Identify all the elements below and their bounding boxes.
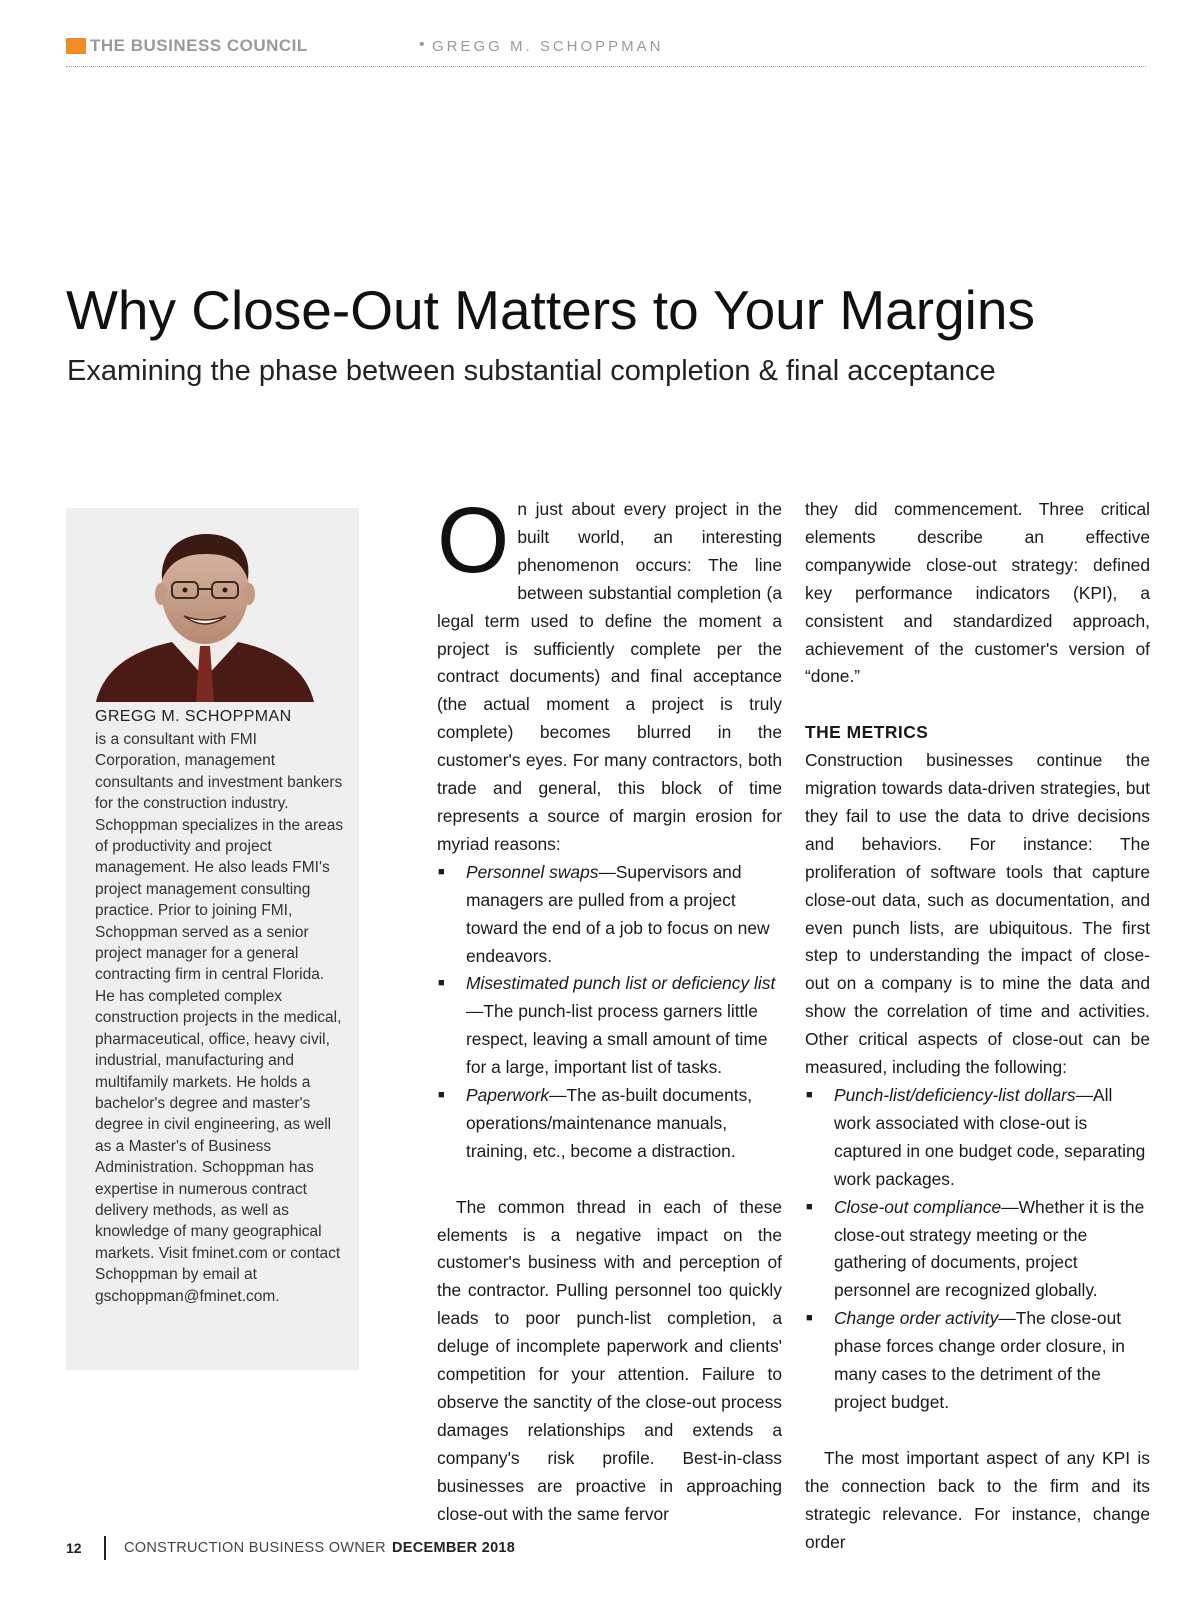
list-item bbox=[805, 1194, 1150, 1306]
footer-divider bbox=[104, 1536, 106, 1560]
issue-date: DECEMBER 2018 bbox=[392, 1540, 516, 1556]
list-item-term: Change order activity bbox=[834, 1308, 999, 1329]
bullet-icon: ■ bbox=[806, 1200, 813, 1213]
author-bio-box bbox=[66, 508, 359, 1370]
page-footer bbox=[66, 1536, 766, 1564]
list-item bbox=[805, 1305, 1150, 1417]
author-portrait bbox=[94, 528, 316, 702]
article-subtitle: Examining the phase between substantial completion & final acceptance bbox=[67, 355, 996, 387]
section-name: THE BUSINESS COUNCIL bbox=[90, 36, 308, 55]
bullet-icon: ■ bbox=[438, 1089, 445, 1102]
publication-name: CONSTRUCTION BUSINESS OWNER bbox=[124, 1540, 386, 1556]
article-column-1 bbox=[437, 488, 782, 1529]
bullet-icon: ■ bbox=[438, 865, 445, 878]
list-item-text: —The close-out phase forces change order closure, in many cases to the detriment of the project budget. bbox=[834, 1308, 1125, 1412]
bullet-icon: ■ bbox=[438, 977, 445, 990]
margin-erosion-list bbox=[437, 859, 782, 1166]
intro-text: n just about every project in the built world, an interesting phenomenon occurs: The line between substantial completion (a legal term used to define the moment a project is sufficiently complete per the contract documents) and final acceptance (the actual moment a project is truly complete) becomes blurred in the customer's eyes. For many contractors, both trade and general, this block of time represents a source of margin erosion for myriad reasons: bbox=[437, 499, 782, 854]
article-title: Why Close-Out Matters to Your Margins bbox=[66, 279, 1035, 341]
drop-cap: O bbox=[437, 488, 510, 592]
bullet-icon: ■ bbox=[806, 1089, 813, 1102]
list-item-term: Close-out compliance bbox=[834, 1196, 1002, 1217]
author-name: GREGG M. SCHOPPMAN bbox=[95, 708, 292, 725]
metrics-list bbox=[805, 1082, 1150, 1417]
list-item-text: —The punch-list process garners little respect, leaving a small amount of time for a large, important list of tasks. bbox=[466, 1001, 768, 1078]
list-item-text: —All work associated with close-out is captured in one budget code, separating work packages. bbox=[834, 1085, 1146, 1189]
list-item-text: —Supervisors and managers are pulled from a project toward the end of a job to focus on new endeavors. bbox=[466, 861, 770, 966]
author-bio-text: is a consultant with FMI Corporation, management consultants and investment bankers for the construction industry. Schoppman specializes in the areas of productivity and project management. He also leads FMI's project management consulting practice. Prior to joining FMI, Schoppman served as a senior project manager for a general contracting firm in central Florida. He has completed complex construction projects in the medical, pharmaceutical, office, heavy civil, industrial, manufacturing and multifamily markets. He holds a bachelor's degree and master's degree in civil engineering, as well as a Master's of Business Administration. Schoppman has expertise in numerous contract delivery methods, as well as knowledge of many geographical markets. Visit fminet.com or contact Schoppman by email at gschoppman@fminet.com. bbox=[95, 731, 344, 1305]
section-marker bbox=[66, 38, 86, 54]
intro-paragraph bbox=[437, 488, 782, 859]
list-item bbox=[437, 970, 782, 1082]
list-item bbox=[437, 1082, 782, 1166]
list-item-term: Punch-list/deficiency-list dollars bbox=[834, 1085, 1076, 1106]
list-item bbox=[805, 1082, 1150, 1194]
page-header bbox=[66, 36, 1146, 67]
section-heading: THE METRICS bbox=[805, 722, 929, 743]
article-column-2 bbox=[805, 496, 1150, 1556]
body-paragraph: Construction businesses continue the migration towards data-driven strategies, but they fail to use the data to drive decisions and behaviors. For instance: The proliferation of software tools that capture close-out data, such as documentation, and even punch lists, are ubiquitous. The first step to understanding the impact of close-out on a company is to mine the data and show the correlation of time and activities. Other critical aspects of close-out can be measured, including the following: bbox=[805, 750, 1150, 1078]
body-paragraph: The common thread in each of these elements is a negative impact on the customer's business with and perception of the contractor. Pulling personnel too quickly leads to poor punch-list completion, a deluge of incomplete paperwork and clients' competition for your attention. Failure to observe the sanctity of the close-out process damages relationships and extends a company's risk profile. Best-in-class businesses are proactive in approaching close-out with the same fervor bbox=[437, 1196, 782, 1524]
list-item bbox=[437, 859, 782, 971]
page-number: 12 bbox=[66, 1540, 82, 1556]
bullet-icon: ■ bbox=[806, 1312, 813, 1325]
header-separator: • bbox=[419, 36, 425, 53]
body-paragraph: The most important aspect of any KPI is the connection back to the firm and its strategic relevance. For instance, change order bbox=[805, 1447, 1150, 1552]
body-paragraph: they did commencement. Three critical elements describe an effective companywide close-out strategy: defined key performance indicators (KPI), a consistent and standardized approach, achievement of the customer's version of “done.” bbox=[805, 499, 1150, 687]
list-item-term: Misestimated punch list or deficiency list bbox=[466, 973, 776, 994]
header-author: GREGG M. SCHOPPMAN bbox=[432, 38, 664, 55]
list-item-term: Paperwork bbox=[466, 1085, 550, 1106]
list-item-text: —The as-built documents, operations/maintenance manuals, training, etc., become a distraction. bbox=[466, 1085, 753, 1161]
list-item-term: Personnel swaps bbox=[466, 861, 599, 882]
list-item-text: —Whether it is the close-out strategy meeting or the gathering of documents, project personnel are recognized globally. bbox=[834, 1196, 1145, 1301]
